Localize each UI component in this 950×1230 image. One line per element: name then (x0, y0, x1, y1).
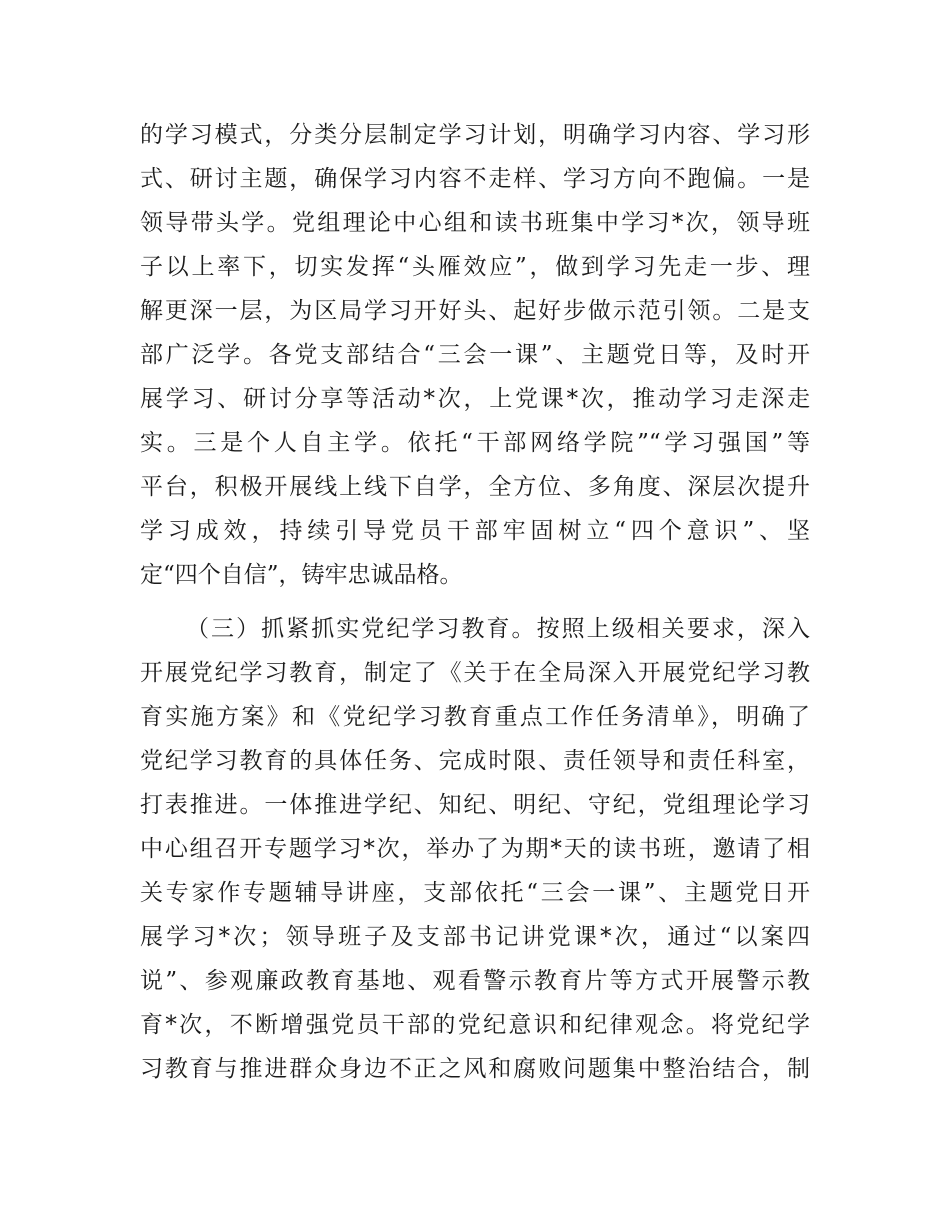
paragraph-spacer (140, 597, 810, 607)
paragraph-line: 式、研讨主题，确保学习内容不走样、学习方向不跑偏。一是 (140, 166, 810, 192)
paragraph-line: 中心组召开专题学习*次，举办了为期*天的读书班，邀请了相 (140, 836, 810, 862)
paragraph-line: 的学习模式，分类分层制定学习计划，明确学习内容、学习形 (140, 122, 810, 148)
paragraph-line: 学习成效，持续引导党员干部牢固树立“四个意识”、坚 (140, 518, 810, 544)
paragraph-line: 实。三是个人自主学。依托“干部网络学院”“学习强国”等 (140, 430, 810, 456)
paragraph-line: 展学习*次；领导班子及支部书记讲党课*次，通过“以案四 (140, 924, 810, 950)
paragraph-line: 关专家作专题辅导讲座，支部依托“三会一课”、主题党日开 (140, 880, 810, 906)
paragraph-line: 领导带头学。党组理论中心组和读书班集中学习*次，领导班 (140, 210, 810, 236)
paragraph-line: 子以上率下，切实发挥“头雁效应”，做到学习先走一步、理 (140, 254, 810, 280)
paragraph-line: 打表推进。一体推进学纪、知纪、明纪、守纪，党组理论学习 (140, 792, 810, 818)
section-heading-line: （三）抓紧抓实党纪学习教育。按照上级相关要求，深入 (186, 616, 810, 642)
paragraph-line: 开展党纪学习教育，制定了《关于在全局深入开展党纪学习教 (140, 660, 810, 686)
paragraph-2 (140, 607, 810, 1091)
paragraph-line: 育实施方案》和《党纪学习教育重点工作任务清单》，明确了 (140, 704, 810, 730)
paragraph-line: 平台，积极开展线上线下自学，全方位、多角度、深层次提升 (140, 474, 810, 500)
paragraph-line: 说”、参观廉政教育基地、观看警示教育片等方式开展警示教 (140, 968, 810, 994)
paragraph-line: 党纪学习教育的具体任务、完成时限、责任领导和责任科室， (140, 748, 810, 774)
paragraph-1 (140, 113, 810, 597)
document-body (140, 113, 810, 1091)
paragraph-line: 定“四个自信”，铸牢忠诚品格。 (140, 562, 463, 588)
paragraph-line: 习教育与推进群众身边不正之风和腐败问题集中整治结合，制 (140, 1056, 810, 1082)
paragraph-line: 部广泛学。各党支部结合“三会一课”、主题党日等，及时开 (140, 342, 810, 368)
paragraph-line: 育*次，不断增强党员干部的党纪意识和纪律观念。将党纪学 (140, 1012, 810, 1038)
paragraph-line: 解更深一层，为区局学习开好头、起好步做示范引领。二是支 (140, 298, 810, 324)
paragraph-line: 展学习、研讨分享等活动*次，上党课*次，推动学习走深走 (140, 386, 810, 412)
